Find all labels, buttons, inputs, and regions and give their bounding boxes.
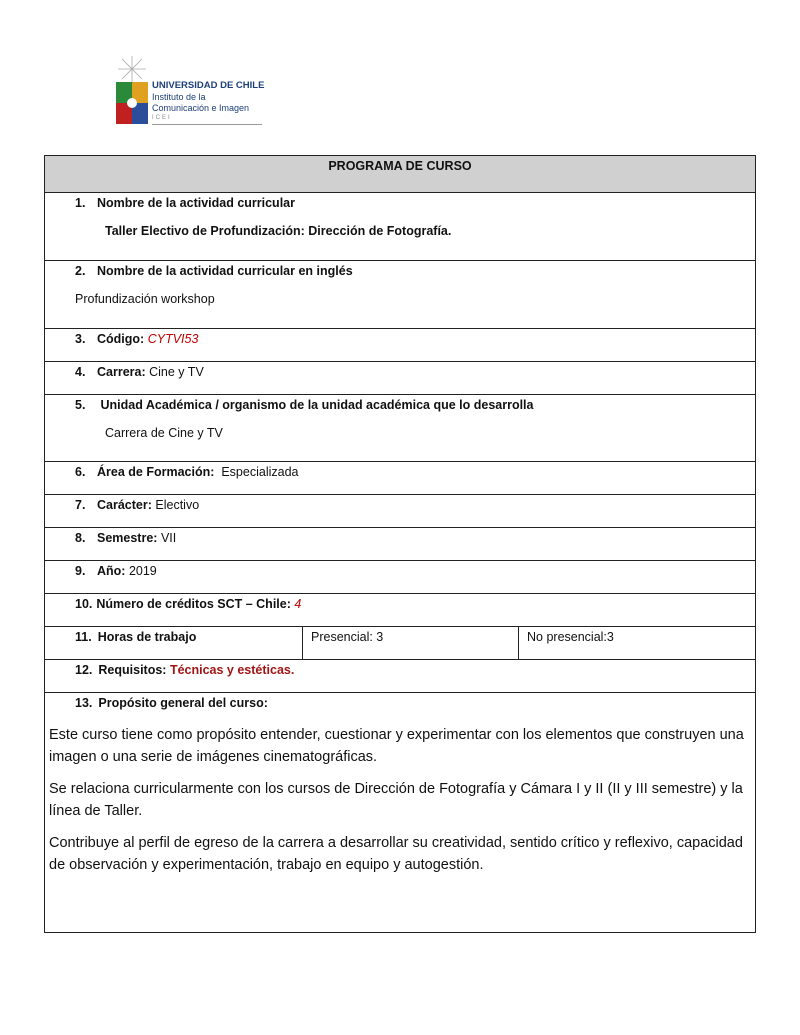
course-code: CYTVI53 — [147, 332, 199, 346]
item-number: 12. — [75, 663, 93, 677]
item-value: Taller Electivo de Profundización: Dirección de Fotografía. — [105, 224, 452, 238]
item-number: 10. — [75, 597, 93, 611]
item-label: Área de Formación: — [97, 465, 215, 479]
table-row — [45, 362, 756, 395]
purpose-paragraph: Contribuye al perfil de egreso de la carrera a desarrollar su creatividad, sentido crítico y reflexivo, capacidad de observación y experimentación, trabajo en equipo y autogestión. — [49, 835, 743, 873]
item-label: Carácter: — [97, 498, 152, 512]
item-number: 9. — [75, 564, 86, 578]
table-row — [45, 395, 756, 462]
item-label: Horas de trabajo — [97, 630, 197, 644]
item-number: 13. — [75, 696, 93, 710]
table-row — [45, 627, 756, 660]
table-title: PROGRAMA DE CURSO — [45, 156, 756, 193]
table-row — [45, 660, 756, 693]
credits-value: 4 — [294, 597, 302, 611]
item-label: Carrera: — [97, 365, 146, 379]
table-row — [45, 528, 756, 561]
table-row — [45, 261, 756, 329]
item-number: 4. — [75, 365, 86, 379]
item-label: Nombre de la actividad curricular — [97, 196, 295, 210]
item-number: 6. — [75, 465, 86, 479]
item-label: Número de créditos SCT – Chile: — [96, 597, 291, 611]
star-rays-icon — [112, 56, 152, 82]
item-value: Cine y TV — [149, 365, 204, 379]
logo-line3: Comunicación e Imagen — [152, 103, 250, 113]
item-number: 7. — [75, 498, 86, 512]
item-number: 11. — [75, 630, 92, 644]
table-row — [45, 693, 756, 933]
item-number: 3. — [75, 332, 86, 346]
presencial-hours: Presencial: 3 — [303, 627, 519, 660]
logo-text — [152, 80, 265, 125]
item-value: Carrera de Cine y TV — [105, 426, 223, 440]
item-label: Requisitos: — [98, 663, 167, 677]
table-row — [45, 462, 756, 495]
no-presencial-hours: No presencial:3 — [519, 627, 756, 660]
item-label: Semestre: — [97, 531, 158, 545]
table-row — [45, 561, 756, 594]
item-value: 2019 — [128, 564, 157, 578]
item-value: Profundización workshop — [75, 292, 215, 306]
item-value: VII — [160, 531, 177, 545]
university-logo — [112, 56, 265, 130]
purpose-paragraph: Se relaciona curricularmente con los cursos de Dirección de Fotografía y Cámara I y II (II y III semestre) y la línea de Taller. — [49, 781, 743, 819]
requirements-value: Técnicas y estéticas. — [169, 663, 295, 677]
item-label: Año: — [97, 564, 126, 578]
item-label: Código: — [97, 332, 145, 346]
table-row — [45, 495, 756, 528]
table-row — [45, 193, 756, 261]
item-label: Propósito general del curso: — [98, 696, 268, 710]
purpose-paragraph: Este curso tiene como propósito entender, cuestionar y experimentar con los elementos que construyen una imagen o una serie de imágenes cinematográficas. — [49, 727, 744, 765]
logo-university-name: UNIVERSIDAD DE CHILE — [152, 80, 265, 91]
table-row — [45, 594, 756, 627]
logo-line2: Instituto de la — [152, 92, 206, 102]
item-number: 2. — [75, 264, 86, 278]
university-crest-icon — [116, 82, 148, 124]
logo-divider — [152, 124, 262, 125]
item-number: 1. — [75, 196, 86, 210]
item-label: Nombre de la actividad curricular en inglés — [97, 264, 353, 278]
item-number: 5. — [75, 398, 86, 412]
course-program-table — [44, 155, 756, 933]
item-label: Unidad Académica / organismo de la unidad académica que lo desarrolla — [100, 398, 534, 412]
item-number: 8. — [75, 531, 86, 545]
item-value: Especializada — [221, 465, 299, 479]
item-value: Electivo — [155, 498, 200, 512]
logo-acronym: ICEI — [152, 115, 172, 121]
table-row — [45, 329, 756, 362]
